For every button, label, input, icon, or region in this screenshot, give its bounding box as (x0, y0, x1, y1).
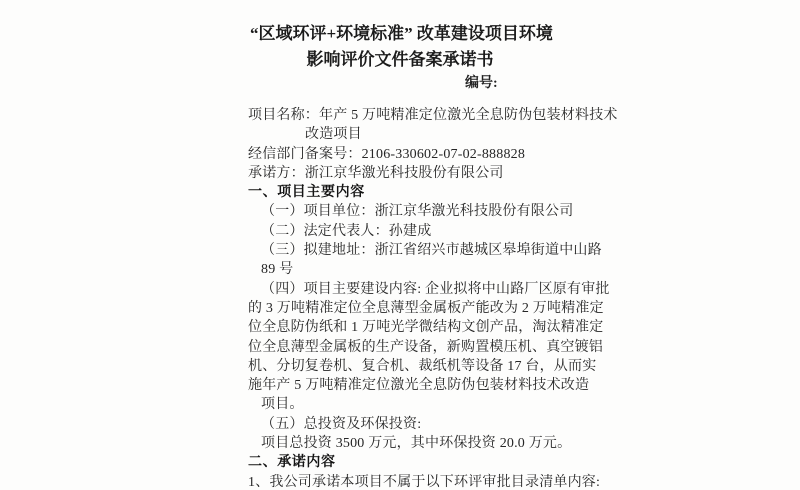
legal-representative-line: （二）法定代表人：孙建成 (261, 223, 432, 239)
construction-content-line-4: 位全息薄型金属板的生产设备，新购置模压机、真空镀铝 (248, 339, 603, 355)
construction-content-line-6: 施年产 5 万吨精准定位激光全息防伪包装材料技术改造 (248, 378, 590, 394)
construction-content-line-1: （四）项目主要建设内容: 企业拟将中山路厂区原有审批 (261, 281, 610, 297)
proposed-address-continuation: 89 号 (261, 262, 294, 278)
promisor-line: 承诺方：浙江京华激光科技股份有限公司 (248, 165, 504, 181)
construction-content-line-7: 项目。 (261, 397, 304, 413)
section-1-heading: 一、项目主要内容 (248, 185, 365, 201)
document-content (248, 106, 618, 490)
section-2-heading: 二、承诺内容 (248, 455, 336, 471)
project-name-continuation: 改造项目 (305, 127, 362, 143)
document-body (248, 0, 618, 490)
construction-content-line-2: 的 3 万吨精准定位全息薄型金属板产能改为 2 万吨精准定 (248, 300, 604, 316)
document-title-line-2: 影响评价文件备案承诺书 (306, 49, 494, 69)
project-name-line: 项目名称：年产 5 万吨精准定位激光全息防伪包装材料技术 (248, 108, 618, 123)
project-unit-line: （一）项目单位：浙江京华激光科技股份有限公司 (261, 204, 574, 220)
investment-heading-line: （五）总投资及环保投资: (261, 416, 422, 432)
construction-content-line-5: 机、分切复卷机、复合机、裁纸机等设备 17 台，从而实 (248, 358, 597, 374)
record-number-line: 经信部门备案号：2106-330602-07-02-888828 (248, 146, 526, 162)
construction-content-line-3: 位全息防伪纸和 1 万吨光学微结构文创产品，淘汰精准定 (248, 320, 604, 336)
serial-number-label: 编号: (465, 76, 498, 91)
commitment-item-1: 1、我公司承诺本项目不属于以下环评审批目录清单内容: (248, 474, 601, 490)
document-title (250, 21, 553, 72)
investment-detail-line: 项目总投资 3500 万元，其中环保投资 20.0 万元。 (261, 436, 572, 452)
proposed-address-line: （三）拟建地址：浙江省绍兴市越城区皋埠街道中山路 (261, 243, 602, 259)
document-title-line-1: “区域环评+环境标准” 改革建设项目环境 (250, 24, 553, 43)
